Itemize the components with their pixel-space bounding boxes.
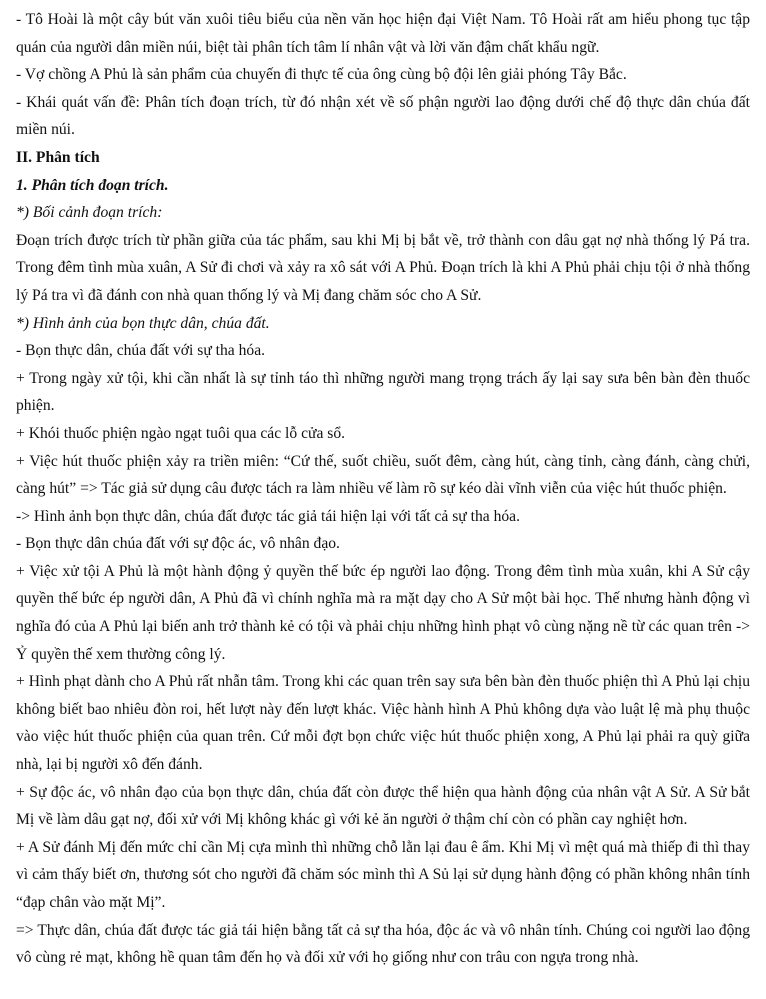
paragraph-intro-work: - Vợ chồng A Phủ là sản phẩm của chuyến đi thực tế của ông cùng bộ đội lên giải phóng Tây Bắc. xyxy=(16,66,627,84)
paragraph-trial-day: + Trong ngày xử tội, khi cần nhất là sự tỉnh táo thì những người mang trọng trách ấy lại say sưa bên bàn đèn thuốc phiện. xyxy=(16,369,750,415)
paragraph-intro-author: - Tô Hoài là một cây bút văn xuôi tiêu biểu của nền văn học hiện đại Việt Nam. Tô Hoài rất am hiểu phong tục tập quán của người dân miền núi, biệt tài phân tích tâm lí nhân vật và lời văn đậm chất khẩu ngữ. xyxy=(16,11,750,56)
paragraph-opium-smoking: + Việc hút thuốc phiện xảy ra triền miên: “Cứ thế, suốt chiều, suốt đêm, càng hút, càng tỉnh, càng đánh, càng chửi, càng hút” => Tác giả sử dụng câu được tách ra làm nhiều vế làm rõ sự kéo dài vĩnh viễn của việc hút thuốc phiện. xyxy=(16,452,750,498)
paragraph-degradation-conclusion: -> Hình ảnh bọn thực dân, chúa đất được tác giả tái hiện lại với tất cả sự tha hóa. xyxy=(16,507,521,525)
paragraph-punishment: + Hình phạt dành cho A Phủ rất nhẫn tâm. Trong khi các quan trên say sưa bên bàn đèn thuốc phiện thì A Phủ lại chịu không biết bao nhiêu đòn roi, hết lượt này đến lượt khác. Việc hành hình A Phủ không dựa vào luật lệ mà phụ thuộc vào việc hút thuốc phiện của quan trên. Cứ mỗi đợt bọn chức việc hút thuốc phiện xong, A Phủ lại phải ra quỳ giữa nhà, lại bị người xô đến đánh. xyxy=(16,673,750,774)
subheading-landlords: *) Hình ảnh của bọn thực dân, chúa đất. xyxy=(16,314,270,332)
paragraph-intro-issue: - Khái quát vấn đề: Phân tích đoạn trích, từ đó nhận xét về số phận người lao động dưới chế độ thực dân chúa đất miền núi. xyxy=(16,93,750,139)
subheading-context: *) Bối cảnh đoạn trích: xyxy=(16,204,163,222)
paragraph-asu-cruelty: + Sự độc ác, vô nhân đạo của bọn thực dân, chúa đất còn được thể hiện qua hành động của nhân vật A Sử. A Sử bắt Mị về làm dâu gạt nợ, đối xử với Mị không khác gì với kẻ ăn người ở thậm chí còn có phần cay nghiệt hơn. xyxy=(16,783,750,829)
section-heading: II. Phân tích xyxy=(16,148,100,166)
subsection-heading: 1. Phân tích đoạn trích. xyxy=(16,176,169,194)
paragraph-conclusion: => Thực dân, chúa đất được tác giả tái hiện bằng tất cả sự tha hóa, độc ác và vô nhân tính. Chúng coi người lao động vô cùng rẻ mạt, không hề quan tâm đến họ và đối xử với họ giống như con trâu con ngựa trong nhà. xyxy=(16,921,750,967)
paragraph-asu-beating: + A Sử đánh Mị đến mức chỉ cần Mị cựa mình thì những chỗ lằn lại đau ê ẩm. Khi Mị vì mệt quá mà thiếp đi thì thay vì cảm thấy biết ơn, thương sót cho người đã chăm sóc mình thì A Sủ lại sử dụng hành động có phần không nhân tính “đạp chân vào mặt Mị”. xyxy=(16,838,750,911)
paragraph-degradation: - Bọn thực dân, chúa đất với sự tha hóa. xyxy=(16,342,266,360)
paragraph-context: Đoạn trích được trích từ phần giữa của tác phẩm, sau khi Mị bị bắt về, trở thành con dâu gạt nợ nhà thống lý Pá tra. Trong đêm tình mùa xuân, A Sử đi chơi và xảy ra xô sát với A Phủ. Đoạn trích là khi A Phủ phải chịu tội ở nhà thống lý Pá tra vì đã đánh con nhà quan thống lý và Mị đang chăm sóc cho A Sử. xyxy=(16,231,750,304)
paragraph-cruelty: - Bọn thực dân chúa đất với sự độc ác, vô nhân đạo. xyxy=(16,535,340,553)
paragraph-opium-smoke: + Khói thuốc phiện ngào ngạt tuôi qua các lỗ cửa sổ. xyxy=(16,424,346,442)
paragraph-trial-aphu: + Việc xử tội A Phủ là một hành động ỷ quyền thế bức ép người lao động. Trong đêm tình mùa xuân, khi A Sử cậy quyền thế bức ép người dân, A Phủ đã vì chính nghĩa mà ra mặt dạy cho A Sử một bài học. Thế nhưng hành động vì nghĩa đó của A Phủ lại biến anh trở thành kẻ có tội và phải chịu những hình phạt vô cùng nặng nề từ các quan trên -> Ỷ quyền thế xem thường công lý. xyxy=(16,562,750,663)
